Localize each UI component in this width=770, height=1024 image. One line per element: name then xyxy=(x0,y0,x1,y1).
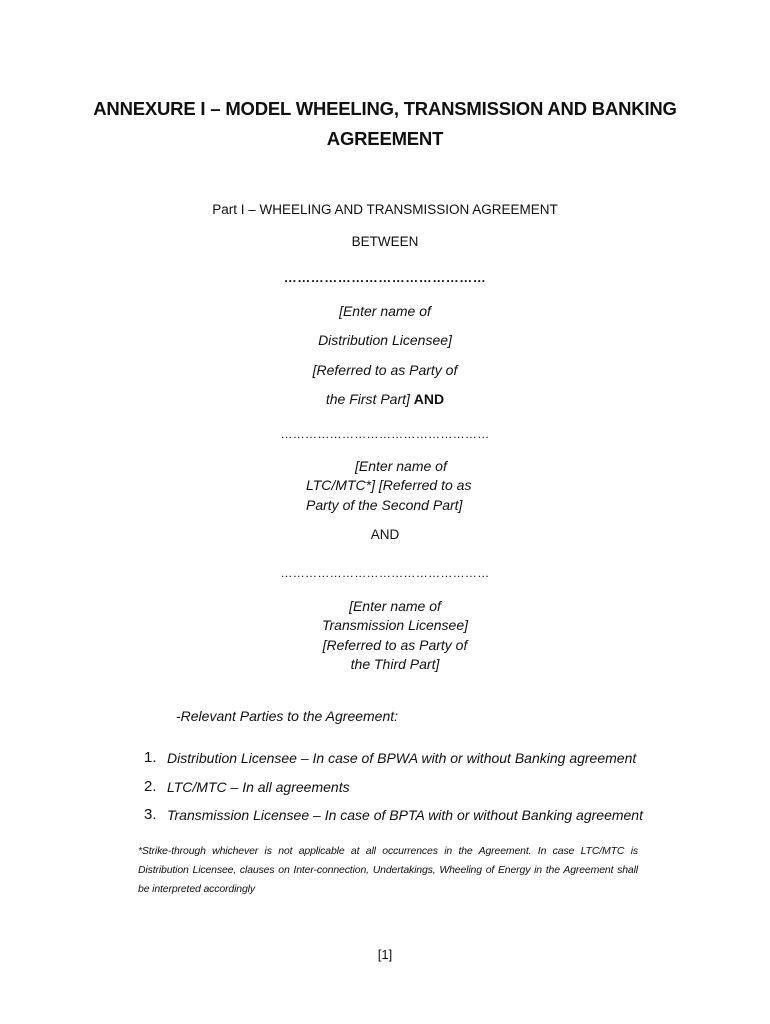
blank-line-second-party: …………………………………………… xyxy=(280,427,490,441)
list-item-text: LTC/MTC – In all agreements xyxy=(167,778,350,795)
blank-line-third-party: …………………………………………… xyxy=(280,566,490,580)
third-party-line-3: [Referred to as Party of xyxy=(322,636,468,653)
first-party-block xyxy=(0,297,770,414)
first-party-line-4-text: the First Part] xyxy=(325,390,410,407)
list-item xyxy=(144,805,704,834)
list-item-number: 2. xyxy=(144,777,157,795)
relevant-parties-list xyxy=(144,748,704,834)
first-party-line-1: [Enter name of xyxy=(339,303,431,319)
relevant-parties-heading: -Relevant Parties to the Agreement: xyxy=(176,708,399,724)
third-party-line-2: Transmission Licensee] xyxy=(321,617,469,634)
second-party-line-2: LTC/MTC*] [Referred to as xyxy=(306,477,472,494)
document-title xyxy=(0,94,770,154)
list-item-number: 1. xyxy=(144,749,157,766)
footnote: *Strike-through whichever is not applicable at all occurrences in the Agreement. In case LTC/MTC is Distribution Licensee, clauses on Inter-connection, Undertakings, Wheeling of Energy in the Agreement shall be interpreted accordingly xyxy=(138,845,638,895)
second-party-block xyxy=(306,457,496,515)
list-item xyxy=(144,748,704,777)
title-line-2: AGREEMENT xyxy=(326,128,444,149)
second-party-line-3: Party of the Second Part] xyxy=(306,496,463,513)
first-party-line-4 xyxy=(0,385,770,414)
and-label: AND xyxy=(370,527,400,542)
first-party-line-3: [Referred to as Party of xyxy=(312,361,458,378)
third-party-line-4: the Third Part] xyxy=(350,655,440,672)
page-number: [1] xyxy=(377,947,393,962)
list-item xyxy=(144,777,704,806)
part-subtitle: Part I – WHEELING AND TRANSMISSION AGREEMENT xyxy=(212,202,558,217)
third-party-block xyxy=(0,597,770,674)
third-party-line-1: [Enter name of xyxy=(349,598,441,614)
and-label-bold: AND xyxy=(413,390,445,407)
first-party-line-2: Distribution Licensee] xyxy=(318,332,452,349)
blank-line-first-party: ……………………………………… xyxy=(283,270,487,285)
between-label: BETWEEN xyxy=(351,234,419,249)
list-item-number: 3. xyxy=(144,806,157,823)
title-line-1: ANNEXURE I – MODEL WHEELING, TRANSMISSION AND BANKING xyxy=(93,98,677,119)
list-item-text: Distribution Licensee – In case of BPWA with or without Banking agreement xyxy=(167,750,637,766)
second-party-line-1: [Enter name of xyxy=(355,458,447,474)
list-item-text: Transmission Licensee – In case of BPTA with or without Banking agreement xyxy=(167,807,643,823)
